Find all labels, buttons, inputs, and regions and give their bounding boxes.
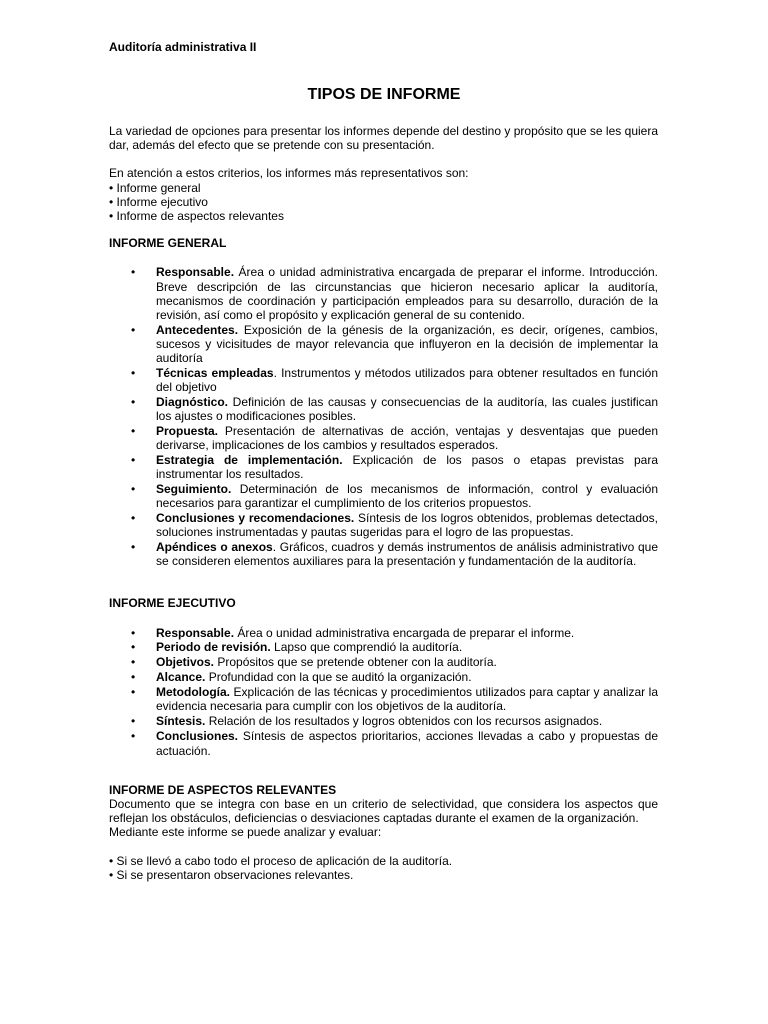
bullet-icon: • bbox=[131, 729, 136, 744]
relevantes-items-list bbox=[109, 854, 658, 882]
document-body bbox=[109, 124, 658, 882]
running-header: Auditoría administrativa II bbox=[109, 40, 257, 54]
item-text: Propósitos que se pretende obtener con la auditoría. bbox=[214, 655, 497, 670]
item-term: Propuesta. bbox=[156, 424, 219, 439]
item-text: Área o unidad administrativa encargada de preparar el informe. Introducción. Breve descripción de las circunstancias que hicieron necesario aplicar la auditoría, mecanismos de coordinación y participación empleados para su desarrollo, duración de la revisión, así como el propósito y explicación general de su contenido. bbox=[156, 265, 658, 323]
list-item bbox=[109, 655, 658, 669]
bullet-icon: • bbox=[131, 482, 136, 497]
bullet-icon: • bbox=[131, 655, 136, 670]
item-text: Determinación de los mecanismos de información, control y evaluación necesarios para garantizar el cumplimiento de los criterios propuestos. bbox=[156, 482, 658, 511]
item-text: Área o unidad administrativa encargada de preparar el informe. bbox=[234, 625, 575, 640]
list-item bbox=[109, 640, 658, 654]
general-items-list bbox=[109, 265, 658, 568]
bullet-icon: • bbox=[131, 424, 136, 439]
bullet-icon: • bbox=[131, 684, 136, 699]
item-text: Explicación de los pasos o etapas previstas para instrumentar los resultados. bbox=[156, 453, 658, 482]
bullet-icon: • bbox=[131, 322, 136, 337]
list-item bbox=[109, 424, 658, 452]
item-term: Objetivos. bbox=[156, 655, 215, 670]
list-item bbox=[109, 670, 658, 684]
item-term: Apéndices o anexos bbox=[156, 540, 273, 555]
document-title: TIPOS DE INFORME bbox=[307, 86, 461, 103]
item-term: Seguimiento. bbox=[156, 482, 232, 497]
bullet-icon: • bbox=[131, 625, 136, 640]
item-text: Exposición de la génesis de la organización, es decir, orígenes, cambios, sucesos y vicisitudes de mayor relevancia que influyeron en la decisión de implementar la auditoría bbox=[156, 322, 658, 366]
item-text: Síntesis de los logros obtenidos, problemas detectados, soluciones instrumentadas y pautas sugeridas para el logro de las propuestas. bbox=[156, 511, 658, 540]
bullet-icon: • bbox=[131, 265, 136, 280]
item-term: Síntesis. bbox=[156, 714, 206, 729]
item-term: Conclusiones. bbox=[156, 729, 239, 744]
item-term: Metodología. bbox=[156, 684, 230, 699]
item-text: Relación de los resultados y logros obtenidos con los recursos asignados. bbox=[205, 714, 603, 729]
bullet-icon: • bbox=[131, 453, 136, 468]
list-item bbox=[109, 453, 658, 481]
list-item bbox=[109, 626, 658, 640]
list-item bbox=[109, 868, 658, 882]
list-item bbox=[109, 366, 658, 394]
item-term: Responsable. bbox=[156, 625, 235, 640]
item-text: Presentación de alternativas de acción, ventajas y desventajas que pueden derivarse, implicaciones de los cambios y resultados esperados. bbox=[156, 424, 658, 453]
list-item bbox=[109, 265, 658, 322]
relevantes-item: Si se llevó a cabo todo el proceso de aplicación de la auditoría. bbox=[116, 853, 453, 868]
item-text: Explicación de las técnicas y procedimientos utilizados para captar y analizar la evidencia necesaria para cumplir con los objetivos de la auditoría. bbox=[156, 684, 658, 714]
bullet-icon: • bbox=[131, 640, 136, 655]
list-item bbox=[109, 209, 658, 223]
section-heading-ejecutivo: INFORME EJECUTIVO bbox=[109, 596, 236, 611]
bullet-icon: • bbox=[131, 366, 136, 381]
bullet-icon: • bbox=[131, 714, 136, 729]
list-item bbox=[109, 854, 658, 868]
report-type-ejecutivo: Informe ejecutivo bbox=[116, 194, 208, 209]
bullet-icon: • bbox=[131, 540, 136, 555]
report-types-list bbox=[109, 181, 658, 224]
report-type-relevantes: Informe de aspectos relevantes bbox=[116, 209, 284, 224]
item-text: . Instrumentos y métodos utilizados para obtener resultados en función del objetivo bbox=[156, 366, 658, 395]
list-item bbox=[109, 714, 658, 728]
list-item bbox=[109, 540, 658, 568]
item-term: Estrategia de implementación. bbox=[156, 453, 343, 468]
list-item bbox=[109, 181, 658, 195]
item-text: Lapso que comprendió la auditoría. bbox=[270, 640, 463, 655]
item-text: Definición de las causas y consecuencias de la auditoría, las cuales justifican los ajustes o modificaciones posibles. bbox=[156, 395, 658, 424]
relevantes-item: Si se presentaron observaciones relevantes. bbox=[116, 867, 354, 882]
ejecutivo-items-list bbox=[109, 626, 658, 758]
report-type-general: Informe general bbox=[116, 180, 201, 195]
item-term: Antecedentes. bbox=[156, 322, 239, 337]
item-term: Conclusiones y recomendaciones. bbox=[156, 511, 355, 526]
item-text: Síntesis de aspectos prioritarios, acciones llevadas a cabo y propuestas de actuación. bbox=[156, 729, 658, 758]
bullet-icon: • bbox=[131, 511, 136, 526]
item-term: Diagnóstico. bbox=[156, 395, 229, 410]
intro-paragraph: La variedad de opciones para presentar los informes depende del destino y propósito que se les quiera dar, además del efecto que se pretende con su presentación. bbox=[109, 124, 658, 153]
list-item bbox=[109, 323, 658, 366]
list-item bbox=[109, 395, 658, 423]
relevantes-paragraph: Documento que se integra con base en un criterio de selectividad, que considera los aspectos que reflejan los obstáculos, deficiencias o desviaciones captadas durante el examen de la organización. bbox=[109, 797, 658, 826]
bullet-icon: • bbox=[131, 670, 136, 685]
criteria-paragraph: En atención a estos criterios, los informes más representativos son: bbox=[109, 166, 469, 181]
evaluate-paragraph: Mediante este informe se puede analizar y evaluar: bbox=[109, 825, 382, 840]
item-text: Profundidad con la que se auditó la organización. bbox=[205, 670, 472, 685]
section-heading-general: INFORME GENERAL bbox=[109, 236, 227, 251]
item-text: . Gráficos, cuadros y demás instrumentos de análisis administrativo que se consideren elementos auxiliares para la presentación y fundamentación de la auditoría. bbox=[156, 540, 658, 569]
list-item bbox=[109, 685, 658, 713]
list-item bbox=[109, 511, 658, 539]
section-heading-relevantes: INFORME DE ASPECTOS RELEVANTES bbox=[109, 782, 337, 797]
item-term: Técnicas empleadas bbox=[156, 366, 274, 381]
list-item bbox=[109, 482, 658, 510]
item-term: Alcance. bbox=[156, 670, 206, 685]
item-term: Responsable. bbox=[156, 265, 235, 280]
item-term: Periodo de revisión. bbox=[156, 640, 271, 655]
bullet-icon: • bbox=[131, 395, 136, 410]
list-item bbox=[109, 729, 658, 757]
list-item bbox=[109, 195, 658, 209]
